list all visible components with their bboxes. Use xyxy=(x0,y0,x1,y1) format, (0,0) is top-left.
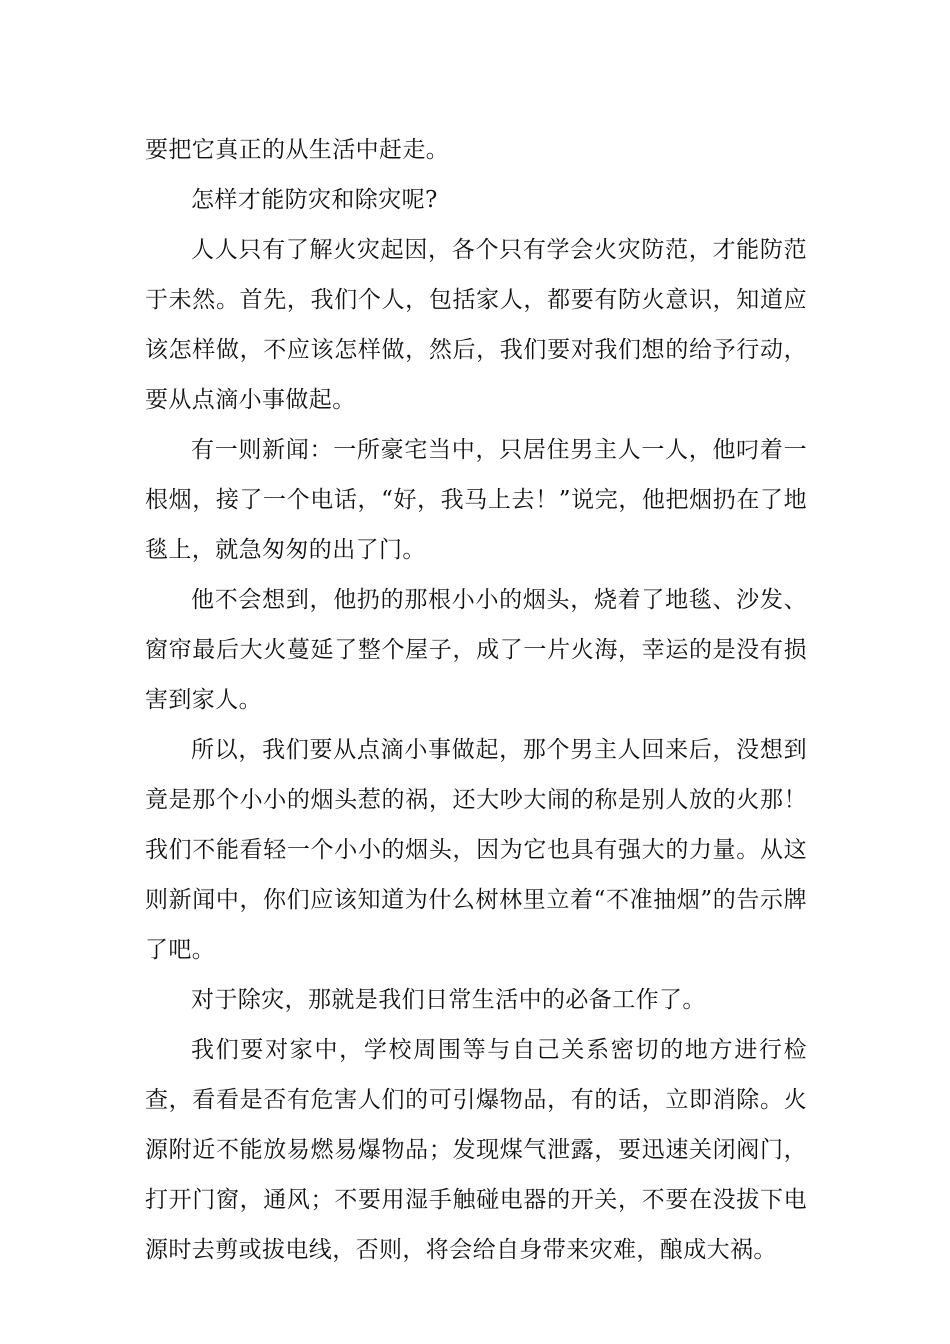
paragraph-question: 怎样才能防灾和除灾呢? xyxy=(191,187,438,213)
paragraph-lesson: 所以，我们要从点滴小事做起，那个男主人回来后，没想到竟是那个小小的烟头惹的祸，还大吵大闹的称是别人放的火那！我们不能看轻一个小小的烟头，因为它也具有强大的力量。从这则新闻中，你们应该知道为什么树林里立着“不准抽烟”的告示牌了吧。 xyxy=(145,737,807,963)
paragraph-prevention: 人人只有了解火灾起因，各个只有学会火灾防范，才能防范于未然。首先，我们个人，包括家人，都要有防火意识，知道应该怎样做，不应该怎样做，然后，我们要对我们想的给予行动，要从点滴小事做起。 xyxy=(145,237,807,413)
paragraph-fire-spread: 他不会想到，他扔的那根小小的烟头，烧着了地毯、沙发、窗帘最后大火蔓延了整个屋子，成了一片火海，幸运的是没有损害到家人。 xyxy=(145,587,807,713)
paragraph-news: 有一则新闻：一所豪宅当中，只居住男主人一人，他叼着一根烟，接了一个电话，“好，我马上去！”说完，他把烟扔在了地毯上，就急匆匆的出了门。 xyxy=(145,437,807,563)
paragraph-safety-checks: 我们要对家中，学校周围等与自己关系密切的地方进行检查，看看是否有危害人们的可引爆物品，有的话，立即消除。火源附近不能放易燃易爆物品；发现煤气泄露，要迅速关闭阀门，打开门窗，通风；不要用湿手触碰电器的开关，不要在没拔下电源时去剪或拔电线，否则，将会给自身带来灾难，酿成大祸。 xyxy=(145,1037,807,1263)
document-body xyxy=(145,125,807,1275)
paragraph-removal-intro: 对于除灾，那就是我们日常生活中的必备工作了。 xyxy=(191,987,706,1013)
paragraph-continuation: 要把它真正的从生活中赶走。 xyxy=(145,137,450,163)
